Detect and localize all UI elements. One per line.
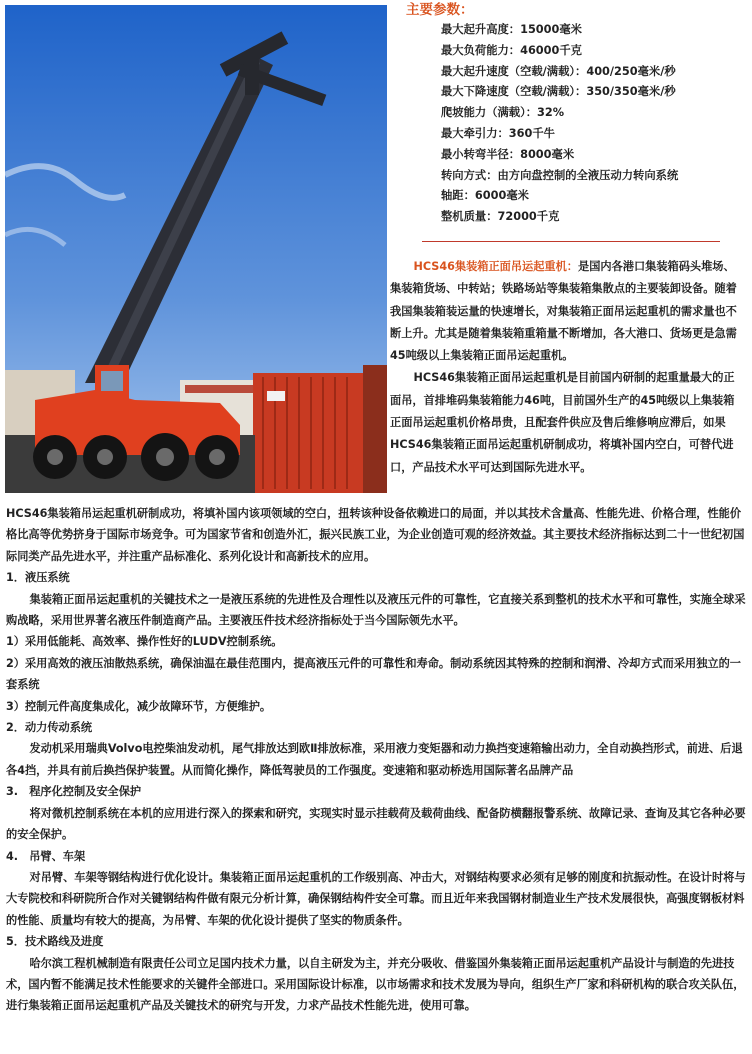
intro-paragraph-1 bbox=[390, 256, 745, 367]
main-parameters bbox=[404, 0, 749, 228]
technical-description bbox=[6, 503, 746, 1017]
control-paragraph: 将对微机控制系统在本机的应用进行深入的探索和研究，实现实时显示挂载荷及载荷曲线、配备防横翻报警系统、故障记录、查询及其它各种必要的安全保护。 bbox=[6, 806, 746, 842]
product-intro bbox=[390, 256, 745, 479]
reach-stacker-illustration bbox=[5, 5, 387, 493]
boom-frame-paragraph: 对吊臂、车架等钢结构进行优化设计。集装箱正面吊运起重机的工作级别高、冲击大，对钢结构要求必须有足够的刚度和抗振动性。在设计时将与大专院校和科研院所合作对关键钢结构件做有限元分析计算，确保钢结构件安全可靠。而且近年来我国钢材制造业生产技术发展很快，高强度钢板材料的性能、质量均有较大的提高，为吊臂、车架的优化设计提供了坚实的物质条件。 bbox=[6, 870, 746, 927]
param-item: 最大起升高度：15000毫米 bbox=[441, 23, 582, 36]
hydraulic-item-1: 1）采用低能耗、高效率、操作性好的LUDV控制系统。 bbox=[6, 635, 283, 649]
param-item: 最大负荷能力：46000千克 bbox=[441, 43, 582, 57]
param-item: 转向方式：由方向盘控制的全液压动力转向系统 bbox=[441, 168, 679, 182]
powertrain-paragraph: 发动机采用瑞典Volvo电控柴油发动机，尾气排放达到欧Ⅱ排放标准，采用液力变矩器和动力换挡变速箱输出动力，全自动换挡形式，前进、后退各4挡，并具有前后换挡保护装置。从而简化操作，降低驾驶员的工作强度。变速箱和驱动桥选用国际著名品牌产品 bbox=[6, 742, 743, 777]
param-item: 最小转弯半径：8000毫米 bbox=[441, 147, 575, 161]
param-item: 最大牵引力：360千牛 bbox=[441, 126, 555, 140]
param-item: 轴距：6000毫米 bbox=[441, 189, 529, 203]
product-name-highlight: HCS46集装箱正面吊运起重机： bbox=[413, 260, 578, 273]
section-title-roadmap: 5．技术路线及进度 bbox=[6, 935, 104, 949]
param-item: 最大起升速度（空载/满载）：400/250毫米/秒 bbox=[441, 64, 676, 78]
intro-text-1: 是国内各港口集装箱码头堆场、集装箱货场、中转站；铁路场站等集装箱集散点的主要装卸设备。随着我国集装箱装运量的快速增长，对集装箱正面吊运起重机的需求量也不断上升。尤其是随着集装箱重箱量不断增加，各大港口、货场更是急需45吨级以上集装箱正面吊运起重机。 bbox=[390, 260, 737, 363]
summary-paragraph: HCS46集装箱吊运起重机研制成功，将填补国内该项领域的空白，扭转该种设备依赖进口的局面，并以其技术含量高、性能先进、价格合理，性能价格比高等优势挤身于国际市场竞争。可为国家节省和创造外汇，振兴民族工业，为企业创造可观的经济效益。其主要技术经济指标达到二十一世纪初国际同类产品先进水平，并注重产品标准化、系列化设计和高新技术的应用。 bbox=[6, 507, 745, 563]
param-item: 整机质量：72000千克 bbox=[441, 210, 560, 224]
param-item: 最大下降速度（空载/满载）：350/350毫米/秒 bbox=[441, 85, 676, 99]
params-title: 主要参数： bbox=[406, 2, 474, 18]
param-item: 爬坡能力（满载）：32% bbox=[441, 106, 565, 120]
intro-paragraph-2: HCS46集装箱正面吊运起重机是目前国内研制的起重量最大的正面吊，首排堆码集装箱能力46吨，目前国外生产的45吨级以上集装箱正面吊运起重机价格昂贵，且配套件供应及售后维修响应滞后，如果HCS46集装箱正面吊运起重机研制成功，将填补国内空白，可替代进口，产品技术水平可达到国际先进水平。 bbox=[390, 371, 735, 474]
section-title-control: 3. 程序化控制及安全保护 bbox=[6, 785, 142, 799]
crane-photo bbox=[5, 5, 387, 493]
section-title-powertrain: 2．动力传动系统 bbox=[6, 721, 93, 735]
section-title-boom-frame: 4. 吊臂、车架 bbox=[6, 849, 86, 863]
hydraulic-item-2: 2）采用高效的液压油散热系统，确保油温在最佳范围内，提高液压元件的可靠性和寿命。制动系统因其特殊的控制和润滑、冷却方式而采用独立的一套系统 bbox=[6, 656, 741, 692]
section-divider bbox=[422, 241, 720, 242]
roadmap-paragraph: 哈尔滨工程机械制造有限责任公司立足国内技术力量，以自主研发为主，并充分吸收、借鉴国外集装箱正面吊运起重机产品设计与制造的先进技术，国内暂不能满足技术性能要求的关键件全部进口。采用国际设计标准，以市场需求和技术发展为导向，组织生产厂家和科研机构的联合攻关队伍，进行集装箱正面吊运起重机产品及关键技术的研究与开发，力求产品技术性能先进，使用可靠。 bbox=[6, 956, 745, 1013]
hydraulic-paragraph: 集装箱正面吊运起重机的关键技术之一是液压系统的先进性及合理性以及液压元件的可靠性，它直接关系到整机的技术水平和可靠性，实施全球采购战略，采用世界著名液压件制造商产品。主要液压件技术经济指标处于当今国际领先水平。 bbox=[6, 592, 746, 628]
section-title-hydraulic: 1．液压系统 bbox=[6, 571, 70, 585]
hydraulic-item-3: 3）控制元件高度集成化，减少故障环节，方便维护。 bbox=[6, 699, 272, 713]
